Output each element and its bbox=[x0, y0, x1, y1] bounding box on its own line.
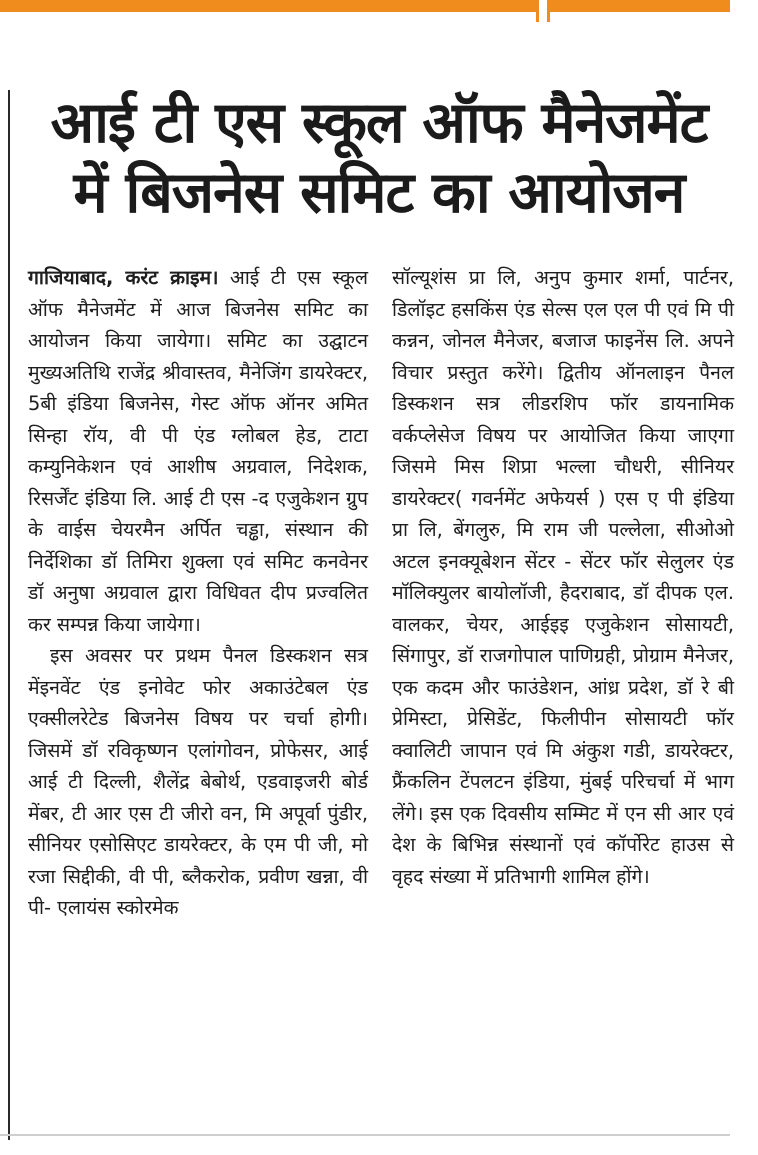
dateline: गाजियाबाद, करंट क्राइम। bbox=[28, 266, 219, 289]
article-column-right bbox=[392, 262, 734, 892]
left-vertical-rule bbox=[8, 90, 10, 1140]
article-paragraph-3: सॉल्यूशंस प्रा लि, अनुप कुमार शर्मा, पार्टनर, डिलॉइट हसकिंस एंड सेल्स एल एल पी एवं मि पी कन्नन, जोनल मैनेजर, बजाज फाइनेंस लि. अपने विचार प्रस्तुत करेंगे। द्वितीय ऑनलाइन पैनल डिस्कशन सत्र लीडरशिप फॉर डायनामिक वर्कप्लेसेज विषय पर आयोजित किया जाएगा जिसमे मिस शिप्रा भल्ला चौधरी, सीनियर डायरेक्टर( गवर्नमेंट अफेयर्स ) एस ए पी इंडिया प्रा लि, बेंगलुरु, मि राम जी पल्लेला, सीओओ अटल इनक्यूबेशन सेंटर - सेंटर फॉर सेलुलर एंड मॉलिक्युलर बायोलॉजी, हैदराबाद, डॉ दीपक एल. वालकर, चेयर, आईइइ एजुकेशन सोसायटी, सिंगापुर, डॉ राजगोपाल पाणिग्रही, प्रोग्राम मैनेजर, एक कदम और फाउंडेशन, आंध्र प्रदेश, डॉ रे बी प्रेमिस्टा, प्रेसिडेंट, फिलीपीन सोसायटी फॉर क्वालिटी जापान एवं मि अंकुश गडी, डायरेक्टर, फ्रैंकलिन टेंपलटन इंडिया, मुंबई परिचर्चा में भाग लेंगे। इस एक दिवसीय सम्मिट में एन सी आर एवं देश के बिभिन्न संस्थानों एवं कॉर्पोरेट हाउस से वृहद संख्या में प्रतिभागी शामिल होंगे। bbox=[392, 266, 734, 888]
top-notch-fill bbox=[539, 12, 547, 22]
headline bbox=[14, 88, 744, 228]
bottom-rule bbox=[0, 1134, 730, 1136]
headline-line-1: आई टी एस स्कूल ऑफ मैनेजमेंट bbox=[50, 90, 708, 156]
headline-line-2: में बिजनेस समिट का आयोजन bbox=[73, 160, 685, 226]
article-paragraph-2: इस अवसर पर प्रथम पैनल डिस्कशन सत्र मेंइनवेंट एंड इनोवेट फोर अकाउंटेबल एंड एक्सीलरेटेड बिजनेस विषय पर चर्चा होगी। जिसमें डॉ रविकृष्णन एलांगोवन, प्रोफेसर, आई आई टी दिल्ली, शैलेंद्र बेबोर्थ, एडवाइजरी बोर्ड मेंबर, टी आर एस टी जीरो वन, मि अपूर्वा पुंडीर, सीनियर एसोसिएट डायरेक्टर, के एम पी जी, मो रजा सिद्दीकी, वी पी, ब्लैकरोक, प्रवीण खन्ना, वी पी- एलायंस स्कोरमेक bbox=[28, 644, 368, 919]
article-column-left bbox=[28, 262, 368, 924]
article-paragraph-1 bbox=[28, 262, 368, 640]
article-paragraph-1-text: आई टी एस स्कूल ऑफ मैनेजमेंट में आज बिजनेस समिट का आयोजन किया जायेगा। समिट का उद्घाटन मुख्यअतिथि राजेंद्र श्रीवास्तव, मैनेजिंग डायरेक्टर, 5बी इंडिया बिजनेस, गेस्ट ऑफ ऑनर अमित सिन्हा रॉय, वी पी एंड ग्लोबल हेड, टाटा कम्युनिकेशन एवं आशीष अग्रवाल, निदेशक, रिसर्जेंट इंडिया लि. आई टी एस -द एजुकेशन ग्रुप के वाईस चेयरमैन अर्पित चड्ढा, संस्थान की निर्देशिका डॉ तिमिरा शुक्ला एवं समिट कनवेनर डॉ अनुषा अग्रवाल द्वारा विधिवत दीप प्रज्वलित कर सम्पन्न किया जायेगा। bbox=[28, 266, 368, 636]
top-accent-rule bbox=[0, 0, 730, 12]
